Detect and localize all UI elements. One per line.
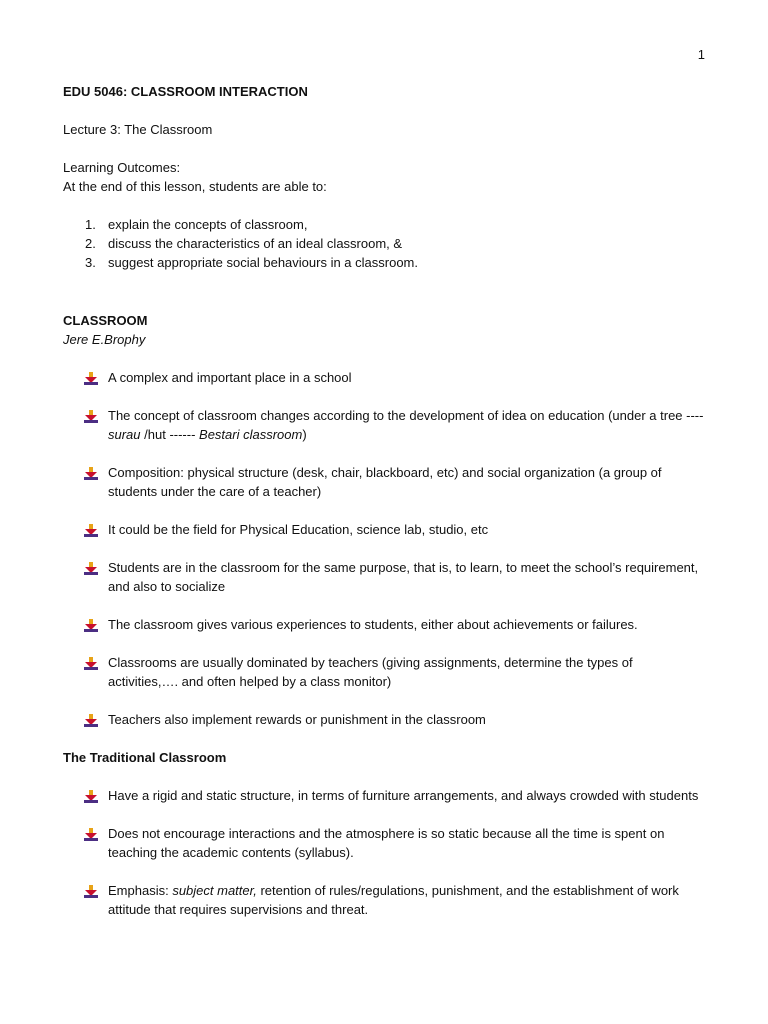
list-item-text: Classrooms are usually dominated by teachers (giving assignments, determine the types of activities,…. and often helped by a class monitor) (108, 655, 633, 689)
page-number: 1 (697, 47, 705, 62)
list-item-text: Have a rigid and static structure, in terms of furniture arrangements, and always crowded with students (108, 788, 699, 803)
arrow-down-bullet-icon (84, 618, 98, 631)
course-title: EDU 5046: CLASSROOM INTERACTION (63, 84, 308, 99)
arrow-down-bullet-icon (84, 466, 98, 479)
list-item (63, 615, 705, 634)
lecture-title: Lecture 3: The Classroom (63, 122, 213, 137)
arrow-down-bullet-icon (84, 713, 98, 726)
list-item (63, 406, 705, 444)
list-item-text-pre: The concept of classroom changes according to the development of idea on education (under a tree ---- (108, 408, 704, 423)
classroom-heading: CLASSROOM (63, 313, 148, 328)
list-item-text-mid: /hut ------ (140, 427, 200, 442)
list-item-emphasis: Bestari classroom (199, 427, 303, 442)
outcome-item (63, 234, 705, 253)
arrow-down-bullet-icon (84, 409, 98, 422)
outcome-text: discuss the characteristics of an ideal classroom, & (108, 236, 403, 251)
list-item (63, 368, 705, 387)
list-item-emphasis: surau (108, 427, 141, 442)
traditional-bullet-list (63, 786, 705, 919)
document-content (63, 82, 705, 938)
classroom-author: Jere E.Brophy (63, 332, 146, 347)
arrow-down-bullet-icon (84, 656, 98, 669)
list-item-text: Students are in the classroom for the same purpose, that is, to learn, to meet the school’s requirement, and also to socialize (108, 560, 699, 594)
classroom-bullet-list (63, 368, 705, 729)
list-item (63, 710, 705, 729)
list-item-emphasis: subject matter, (172, 883, 257, 898)
traditional-classroom-heading: The Traditional Classroom (63, 750, 227, 765)
arrow-down-bullet-icon (84, 884, 98, 897)
list-item (63, 824, 705, 862)
list-item (63, 881, 705, 919)
list-item-text: It could be the field for Physical Education, science lab, studio, etc (108, 522, 489, 537)
list-item (63, 653, 705, 691)
list-item-text-pre: Emphasis: (108, 883, 173, 898)
list-item-text: Composition: physical structure (desk, chair, blackboard, etc) and social organization (a group of students under the care of a teacher) (108, 465, 662, 499)
arrow-down-bullet-icon (84, 523, 98, 536)
list-item (63, 558, 705, 596)
arrow-down-bullet-icon (84, 371, 98, 384)
outcomes-intro: At the end of this lesson, students are able to: (63, 179, 327, 194)
list-item-text: A complex and important place in a school (108, 370, 352, 385)
list-item-text: Teachers also implement rewards or punishment in the classroom (108, 712, 486, 727)
list-item-text-post: ) (302, 427, 307, 442)
arrow-down-bullet-icon (84, 789, 98, 802)
list-item (63, 786, 705, 805)
outcome-number: 1. (85, 217, 96, 232)
outcome-item (63, 253, 705, 272)
list-item (63, 520, 705, 539)
list-item (63, 463, 705, 501)
outcomes-heading: Learning Outcomes: (63, 160, 181, 175)
list-item-text-post: retention of rules/regulations, punishment, and the establishment of work attitude that requires supervisions and threat. (108, 883, 679, 917)
list-item-text: Does not encourage interactions and the atmosphere is so static because all the time is spent on teaching the academic contents (syllabus). (108, 826, 665, 860)
arrow-down-bullet-icon (84, 561, 98, 574)
outcome-text: suggest appropriate social behaviours in a classroom. (108, 255, 419, 270)
outcome-text: explain the concepts of classroom, (108, 217, 308, 232)
outcome-number: 2. (85, 236, 96, 251)
arrow-down-bullet-icon (84, 827, 98, 840)
outcome-item (63, 215, 705, 234)
outcomes-list (63, 215, 705, 272)
list-item-text: The classroom gives various experiences to students, either about achievements or failures. (108, 617, 638, 632)
outcome-number: 3. (85, 255, 96, 270)
